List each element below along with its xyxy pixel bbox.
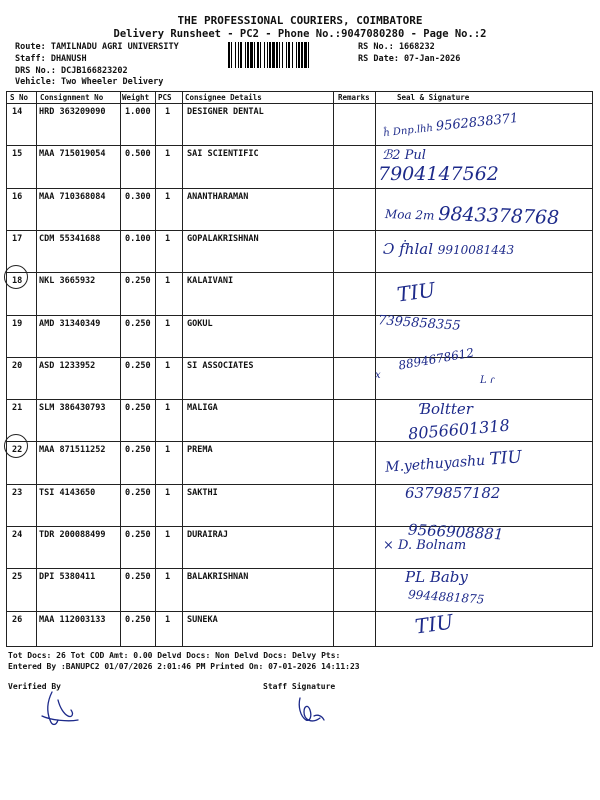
barcode-bar [296,42,297,68]
row-consignment-no: SLM 386430793 [39,403,106,414]
col-header-signature: Seal & Signature [397,93,470,102]
row-consignment-no: ASD 1233952 [39,360,96,371]
handwritten-phone: 9566908881 [407,520,504,544]
row-sno: 21 [12,403,23,414]
drs-label: DRS No.: DCJB166823202 [15,66,128,76]
row-divider [7,484,592,485]
row-pcs: 1 [165,614,171,625]
handwritten-note: PL Baby [405,568,468,586]
barcode-bar [308,42,309,68]
runsheet-subtitle: Delivery Runsheet - PC2 - Phone No.:9047080280 - Page No.:2 [113,28,487,40]
rs-date: RS Date: 07-Jan-2026 [358,54,461,64]
col-header-remarks: Remarks [338,93,370,102]
handwritten-note: L ɾ [480,375,495,386]
row-sno: 16 [12,191,23,202]
handwritten-phone: 8894678612 [397,345,475,373]
row-weight: 0.100 [125,233,151,244]
barcode-bar [257,42,259,68]
vehicle-label: Vehicle: Two Wheeler Delivery [15,77,164,87]
row-consignment-no: HRD 363209090 [39,107,106,117]
row-consignee: GOKUL [187,318,213,329]
barcode-bar [272,42,275,68]
route-label: Route: TAMILNADU AGRI UNIVERSITY [15,42,179,52]
row-sno: 20 [12,360,23,371]
row-pcs: 1 [165,107,171,117]
row-weight: 1.000 [125,107,151,117]
row-weight: 0.250 [125,530,151,540]
row-consignment-no: MAA 871511252 [39,445,106,456]
row-sno: 14 [12,107,23,117]
row-divider [7,230,592,231]
barcode-bar [240,42,242,68]
row-consignee: SI ASSOCIATES [187,360,254,371]
row-consignment-no: MAA 715019054 [39,149,106,160]
row-divider [7,568,592,569]
row-weight: 0.250 [125,276,151,287]
row-pcs: 1 [165,233,171,244]
row-consignee: SAKTHI [187,487,218,498]
row-divider [7,188,592,189]
row-weight: 0.250 [125,487,151,498]
barcode-bar [238,42,239,68]
row-pcs: 1 [165,445,171,456]
row-sno: 18 [12,276,23,287]
handwritten-phone: 8056601318 [407,415,511,444]
row-consignee: DESIGNER DENTAL [187,107,264,117]
col-header-pcs: PCS [158,93,172,102]
row-sno: 23 [12,487,23,498]
row-sno: 24 [12,530,23,540]
row-divider [7,357,592,358]
row-consignment-no: AMD 31340349 [39,318,101,329]
barcode-bar [279,42,280,68]
row-consignee: PREMA [187,445,213,456]
row-pcs: 1 [165,191,171,202]
row-pcs: 1 [165,276,171,287]
handwritten-note: TIU [413,609,455,639]
barcode-bar [231,42,232,68]
rs-number: RS No.: 1668232 [358,42,435,52]
row-divider [7,315,592,316]
barcode-bar [286,42,287,68]
barcode-bar [228,42,230,68]
entered-by-line: Entered By :BANUPC2 01/07/2026 2:01:46 PM Printed On: 07-01-2026 14:11:23 [8,662,360,671]
row-consignee: MALIGA [187,403,218,414]
row-weight: 0.250 [125,360,151,371]
barcode-bar [245,42,246,68]
circle-mark [4,434,28,458]
row-divider [7,611,592,612]
staff-label: Staff: DHANUSH [15,54,87,64]
barcode-bar [254,42,255,68]
row-consignment-no: TSI 4143650 [39,487,96,498]
barcode-bar [235,42,236,68]
row-pcs: 1 [165,360,171,371]
staff-signature [292,690,332,730]
barcode-bar [260,42,261,68]
row-weight: 0.250 [125,572,151,583]
row-weight: 0.300 [125,191,151,202]
barcode-bar [269,42,271,68]
row-pcs: 1 [165,403,171,414]
col-header-consignment: Consignment No [40,93,104,102]
handwritten-phone: 9944881875 [407,587,485,607]
row-consignee: ANANTHARAMAN [187,191,249,202]
barcode-bar [247,42,249,68]
row-consignee: DURAIRAJ [187,530,228,540]
handwritten-note: x [375,370,381,381]
row-sno: 17 [12,233,23,244]
runsheet-table [6,91,593,647]
staff-signature-label: Staff Signature [263,682,336,691]
row-divider [7,526,592,527]
handwritten-note: Ɔ ḟhlal 9910081443 [383,240,515,258]
barcode-bar [301,42,303,68]
handwritten-phone: Moa 2m 9843378768 [384,202,560,230]
row-consignment-no: CDM 55341688 [39,233,101,244]
handwritten-note: ℬ2 Pul [382,148,426,163]
barcode-bar [264,42,265,68]
row-consignee: SUNEKA [187,614,218,625]
row-divider [7,145,592,146]
handwritten-note: × D. Bolnam [383,538,467,553]
row-sno: 22 [12,445,23,456]
row-sno: 25 [12,572,23,583]
row-consignee: KALAIVANI [187,276,234,287]
row-consignment-no: MAA 710368084 [39,191,106,202]
row-weight: 0.250 [125,445,151,456]
row-divider [7,272,592,273]
row-consignment-no: TDR 200088499 [39,530,106,540]
handwritten-note: Ɓoltter [420,400,473,418]
barcode-bar [276,42,278,68]
row-weight: 0.250 [125,614,151,625]
row-pcs: 1 [165,487,171,498]
handwritten-note: ĥ Dnp.lhh 9562838371 [382,110,520,140]
row-weight: 0.250 [125,403,151,414]
handwritten-phone: 7395858355 [377,313,462,334]
barcode-image [228,42,354,68]
barcode-bar [267,42,268,68]
row-consignee: BALAKRISHNAN [187,572,249,583]
verified-by-label: Verified By [8,682,61,691]
row-pcs: 1 [165,149,171,160]
verified-signature [38,686,88,731]
row-pcs: 1 [165,572,171,583]
row-divider [7,441,592,442]
circle-mark [4,265,28,289]
row-consignee: GOPALAKRISHNAN [187,233,259,244]
handwritten-phone: 7904147562 [378,163,499,185]
row-divider [7,399,592,400]
col-header-weight: Weight [122,93,150,102]
row-weight: 0.500 [125,149,151,160]
row-consignment-no: DPI 5380411 [39,572,96,583]
barcode-bar [304,42,307,68]
row-sno: 26 [12,614,23,625]
barcode-bar [292,42,293,68]
handwritten-phone: 6379857182 [405,484,501,502]
barcode-bar [282,42,283,68]
row-pcs: 1 [165,530,171,540]
row-consignment-no: MAA 112003133 [39,614,106,625]
totals-line: Tot Docs: 26 Tot COD Amt: 0.00 Delvd Docs: Non Delvd Docs: Delvy Pts: [8,651,341,660]
handwritten-note: M.yethuyashu TIU [384,447,523,476]
barcode-bar [250,42,253,68]
company-title: THE PROFESSIONAL COURIERS, COIMBATORE [177,14,423,27]
row-sno: 15 [12,149,23,160]
row-pcs: 1 [165,318,171,329]
row-consignee: SAI SCIENTIFIC [187,149,259,160]
col-header-consignee: Consignee Details [185,93,262,102]
barcode-bar [298,42,300,68]
handwritten-note: TIU [395,277,437,307]
row-weight: 0.250 [125,318,151,329]
col-header-sno: S No [10,93,29,102]
row-sno: 19 [12,318,23,329]
row-consignment-no: NKL 3665932 [39,276,96,287]
barcode-bar [288,42,290,68]
